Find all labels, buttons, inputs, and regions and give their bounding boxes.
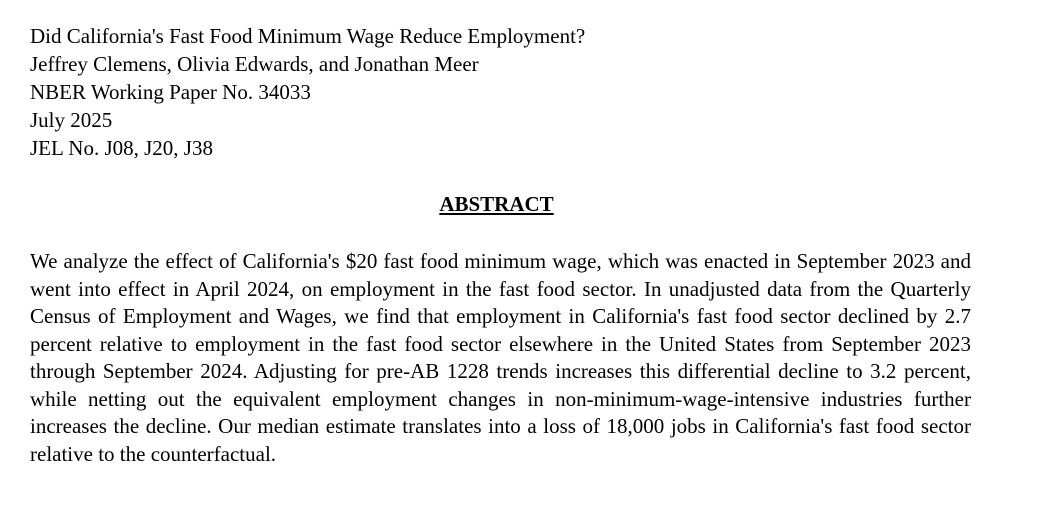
paper-authors: Jeffrey Clemens, Olivia Edwards, and Jonathan Meer bbox=[30, 52, 479, 76]
paper-header bbox=[30, 22, 585, 162]
abstract-text: We analyze the effect of California's $20 fast food minimum wage, which was enacted in September 2023 and went into effect in April 2024, on employment in the fast food sector. In unadjusted data from the Quarterly Census of Employment and Wages, we find that employment in California's fast food sector declined by 2.7 percent relative to employment in the fast food sector elsewhere in the United States from September 2023 through September 2024. Adjusting for pre-AB 1228 trends increases this differential decline to 3.2 percent, while netting out the equivalent employment changes in non-minimum-wage-intensive industries further increases the decline. Our median estimate translates into a loss of 18,000 jobs in California's fast food sector relative to the counterfactual. bbox=[30, 249, 971, 466]
paper-jel-codes: JEL No. J08, J20, J38 bbox=[30, 136, 213, 160]
paper-title: Did California's Fast Food Minimum Wage Reduce Employment? bbox=[30, 24, 586, 48]
abstract-heading: ABSTRACT bbox=[439, 192, 554, 216]
paper-series: NBER Working Paper No. 34033 bbox=[30, 80, 311, 104]
paper-date: July 2025 bbox=[30, 108, 113, 132]
